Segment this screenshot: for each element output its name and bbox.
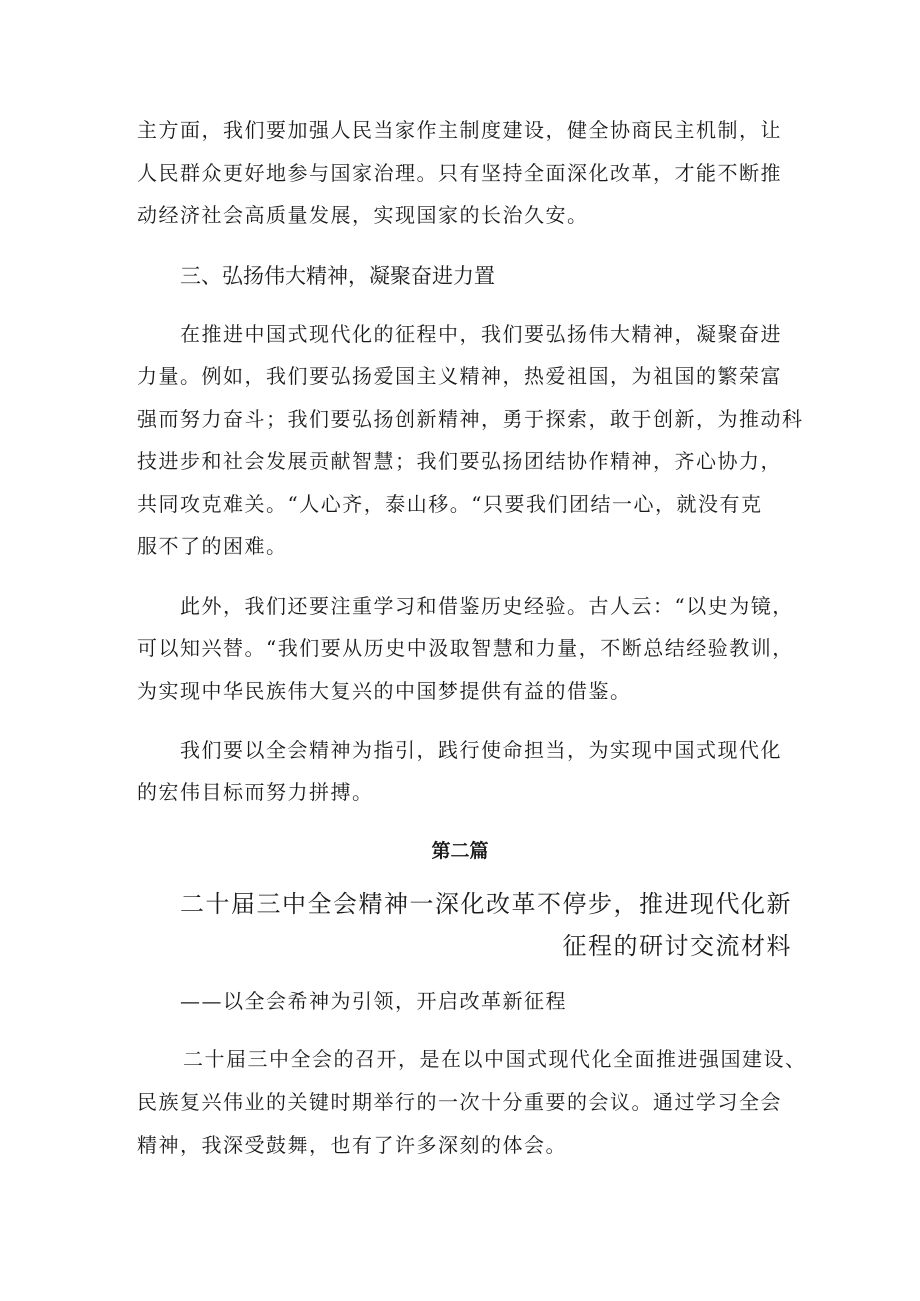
paragraph-line: 为实现中华民族伟大复兴的中国梦提供有益的借鉴。 (137, 679, 632, 703)
title-line: 二十届三中全会精神一深化改革不停步，推进现代化新 (180, 890, 792, 918)
paragraph-line: 人民群众更好地参与国家治理。只有坚持全面深化改革，才能不断推 (137, 161, 782, 185)
paragraph-line: 精神，我深受鼓舞，也有了许多深刻的体会。 (137, 1133, 567, 1157)
subtitle: ——以全会希神为引领，开启改革新征程 (180, 989, 567, 1013)
paragraph-line: 强而努力奋斗；我们要弘扬创新精神，勇于探索，敢于创新，为推动科 (137, 407, 804, 431)
paragraph-line: 技进步和社会发展贡献智慧；我们要弘扬团结协作精神，齐心协力， (137, 449, 782, 473)
paragraph-line: 二十届三中全会的召开，是在以中国式现代化全面推进强国建设、 (183, 1047, 807, 1071)
title-line: 征程的研讨交流材料 (562, 932, 792, 960)
paragraph-line: 动经济社会高质量发展，实现国家的长治久安。 (137, 203, 589, 227)
paragraph-line: 共同攻克难关。“人心齐，泰山移。“只要我们团结一心，就没有克 (137, 492, 763, 516)
paragraph-line: 的宏伟目标而努力拼搏。 (137, 780, 374, 804)
paragraph-line: 在推进中国式现代化的征程中，我们要弘扬伟大精神，凝聚奋进 (180, 322, 782, 346)
paragraph-line: 民族复兴伟业的关键时期举行的一次十分重要的会议。通过学习全会 (137, 1090, 782, 1114)
paragraph-line: 主方面，我们要加强人民当家作主制度建设，健全协商民主机制，让 (137, 118, 782, 142)
part-label: 第二篇 (431, 840, 489, 862)
paragraph-line: 此外，我们还要注重学习和借鉴历史经验。古人云：“以史为镜， (180, 594, 794, 618)
paragraph-line: 力量。例如，我们要弘扬爱国主义精神，热爱祖国，为祖国的繁荣富 (137, 364, 782, 388)
paragraph-line: 可以知兴替。“我们要从历史中汲取智慧和力量，不断总结经验教训， (137, 636, 794, 660)
section-heading: 三、弘扬伟大精神，凝聚奋进力置 (180, 264, 495, 288)
paragraph-line: 服不了的困难。 (137, 534, 288, 558)
paragraph-line: 我们要以全会精神为指引，践行使命担当，为实现中国式现代化 (180, 738, 782, 762)
